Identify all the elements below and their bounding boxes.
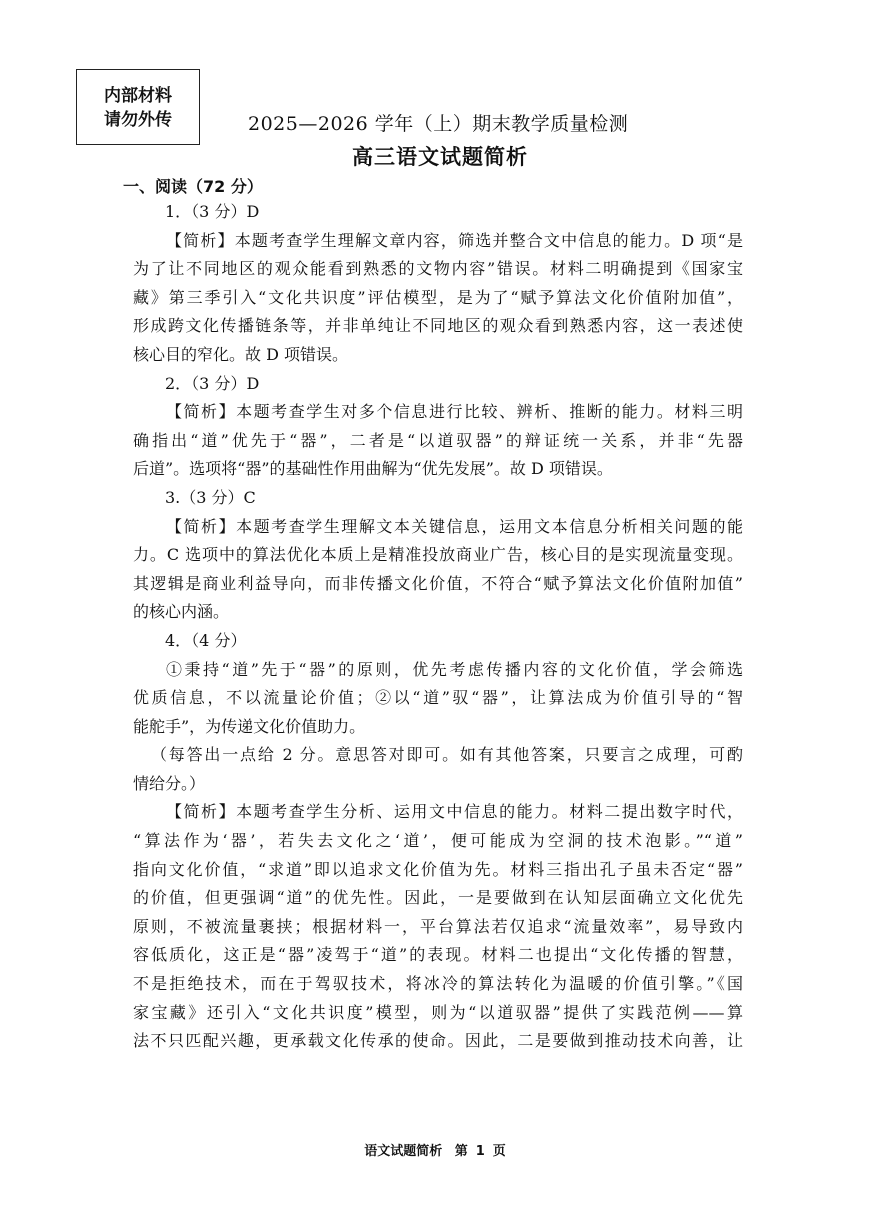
text-line: 其逻辑是商业利益导向，而非传播文化价值，不符合“赋予算法文化价值附加值” [133, 573, 743, 593]
stamp-line-2: 请勿外传 [104, 110, 172, 130]
page-footer [0, 1140, 870, 1159]
text-line: 的核心内涵。 [133, 602, 230, 622]
answer-line: 2．（3 分）D [165, 373, 260, 393]
section-heading: 一、阅读（72 分） [123, 177, 263, 196]
text-line: 后道”。选项将“器”的基础性作用曲解为“优先发展”。故 D 项错误。 [133, 459, 613, 479]
text-line: 容低质化，这正是“器”凌驾于“道”的表现。材料二也提出“文化传播的智慧， [133, 945, 743, 965]
scoring-note-line: 情给分。） [133, 773, 206, 793]
text-line: “算法作为‘器’，若失去文化之‘道’，便可能成为空洞的技术泡影。”“道” [133, 831, 743, 851]
text-line: 原则，不被流量裹挟；根据材料一，平台算法若仅追求“流量效率”，易导致内 [133, 916, 743, 936]
text-line: ①秉持“道”先于“器”的原则，优先考虑传播内容的文化价值，学会筛选 [166, 659, 743, 679]
text-line: 优质信息，不以流量论价值；②以“道”驭“器”，让算法成为价值引导的“智 [133, 688, 743, 708]
text-line: 指向文化价值，“求道”即以追求文化价值为先。材料三指出孔子虽未否定“器” [133, 859, 743, 879]
answer-line: 4．（4 分） [165, 630, 247, 650]
text-line: 【简析】本题考查学生对多个信息进行比较、辨析、推断的能力。材料三明 [166, 402, 743, 422]
text-line: 【简析】本题考查学生理解文章内容，筛选并整合文中信息的能力。D 项“是 [166, 230, 743, 250]
footer-page-suffix: 页 [492, 1144, 506, 1159]
text-line: 法不只匹配兴趣，更承载文化传承的使命。因此，二是要做到推动技术向善，让 [133, 1031, 743, 1051]
text-line: 形成跨文化传播链条等，并非单纯让不同地区的观众看到熟悉内容，这一表述使 [133, 316, 743, 336]
text-line: 不是拒绝技术，而在于驾驭技术，将冰冷的算法转化为温暖的价值引擎。”《国 [133, 974, 743, 994]
document-subtitle: 高三语文试题简析 [352, 145, 528, 169]
text-line: 力。C 选项中的算法优化本质上是精准投放商业广告，核心目的是实现流量变现。 [133, 545, 743, 565]
text-line: 核心目的窄化。故 D 项错误。 [133, 344, 349, 364]
exam-title: 2025—2026 学年（上）期末教学质量检测 [248, 113, 629, 135]
footer-document-name: 语文试题简析 [364, 1144, 443, 1159]
text-line: 确指出“道”优先于“器”，二者是“以道驭器”的辩证统一关系，并非“先器 [133, 430, 743, 450]
document-body [133, 198, 743, 1056]
stamp-line-1: 内部材料 [104, 86, 172, 106]
footer-page-prefix: 第 [454, 1144, 468, 1159]
footer-page-number: 1 [475, 1144, 485, 1159]
text-line: 家宝藏》还引入“文化共识度”模型，则为“以道驭器”提供了实践范例——算 [133, 1002, 743, 1022]
text-line: 【简析】本题考查学生理解文本关键信息，运用文本信息分析相关问题的能 [166, 516, 743, 536]
answer-line: 1．（3 分）D [165, 202, 260, 221]
scoring-note-line: （每答出一点给 2 分。意思答对即可。如有其他答案，只要言之成理，可酌 [151, 745, 743, 765]
internal-material-stamp [76, 69, 200, 145]
answer-line: 3.（3 分）C [165, 487, 256, 507]
text-line: 为了让不同地区的观众能看到熟悉的文物内容”错误。材料二明确提到《国家宝 [133, 259, 743, 279]
text-line: 【简析】本题考查学生分析、运用文中信息的能力。材料二提出数字时代， [166, 802, 743, 822]
text-line: 藏》第三季引入“文化共识度”评估模型，是为了“赋予算法文化价值附加值”， [133, 287, 743, 307]
text-line: 的价值，但更强调“道”的优先性。因此，一是要做到在认知层面确立文化优先 [133, 888, 743, 908]
text-line: 能舵手”，为传递文化价值助力。 [133, 716, 366, 736]
